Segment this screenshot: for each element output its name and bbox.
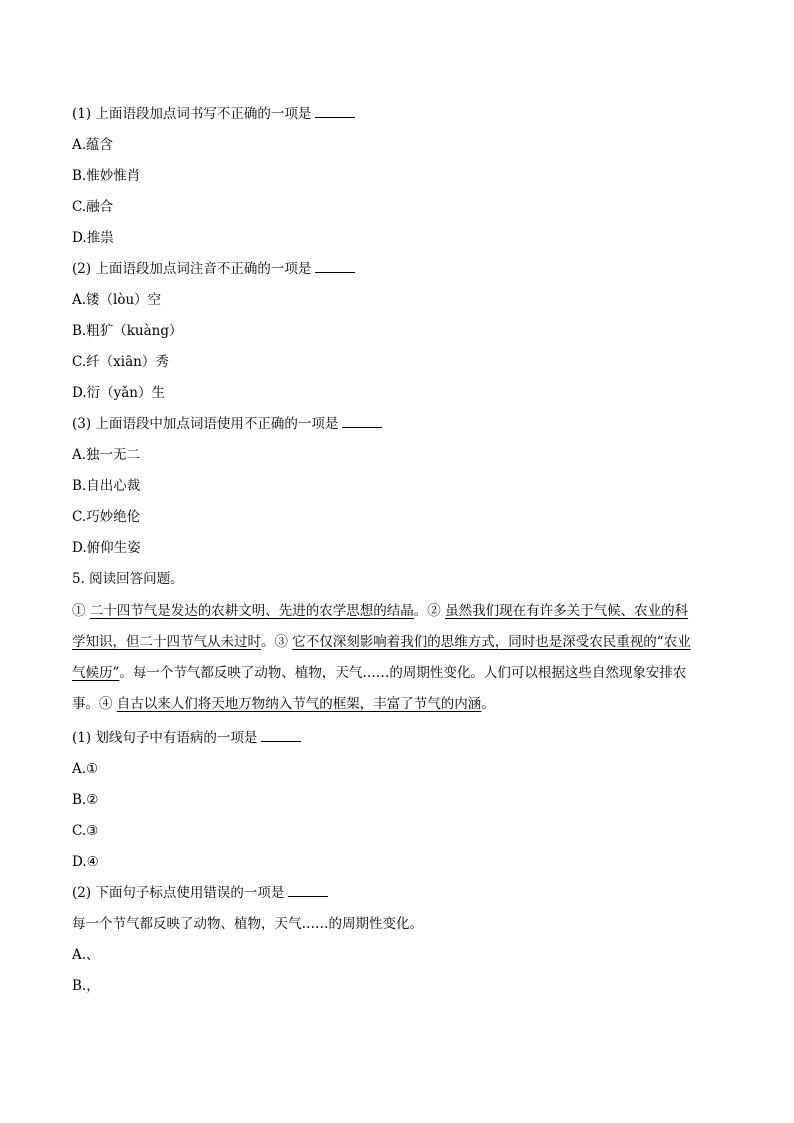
answer-blank[interactable] bbox=[315, 260, 355, 273]
option: C.纤（xiān）秀 bbox=[72, 354, 169, 370]
question-stem: (1) 上面语段加点词书写不正确的一项是 bbox=[72, 104, 722, 124]
question-stem: (2) 上面语段加点词注音不正确的一项是 bbox=[72, 259, 722, 279]
option: B.粗犷（kuàng） bbox=[72, 323, 183, 339]
question-stem: (1) 划线句子中有语病的一项是 bbox=[72, 728, 722, 748]
option: C.巧妙绝伦 bbox=[72, 509, 141, 525]
passage-line: 学知识，但二十四节气从未过时。③ 它不仅深刻影响着我们的思维方式，同时也是深受农民重视的“农业 bbox=[72, 634, 691, 650]
option: D.俯仰生姿 bbox=[72, 540, 141, 556]
option: A.蕴含 bbox=[72, 137, 114, 153]
option: D.推祟 bbox=[72, 230, 114, 246]
passage-line: ① 二十四节气是发达的农耕文明、先进的农学思想的结晶。② 虽然我们现在有许多关于气候、农业的科 bbox=[72, 603, 689, 619]
option: B.惟妙惟肖 bbox=[72, 168, 141, 184]
option: C.融合 bbox=[72, 199, 114, 215]
underlined-sentence: 二十四节气是发达的农耕文明、先进的农学思想的结晶 bbox=[89, 603, 414, 619]
question-heading: 5. 阅读回答问题。 bbox=[72, 571, 184, 587]
answer-blank[interactable] bbox=[342, 415, 382, 428]
underlined-sentence: 学知识，但二十四节气从未过时 bbox=[72, 634, 261, 650]
answer-blank[interactable] bbox=[315, 105, 355, 118]
answer-blank[interactable] bbox=[288, 884, 328, 897]
answer-blank[interactable] bbox=[261, 729, 301, 742]
option: A.独一无二 bbox=[72, 447, 141, 463]
question-stem: (2) 下面句子标点使用错误的一项是 bbox=[72, 883, 722, 903]
underlined-sentence: 自古以来人们将天地万物纳入节气的框架，丰富了节气的内涵 bbox=[116, 696, 482, 712]
option: A.① bbox=[72, 761, 99, 777]
option: A.、 bbox=[72, 947, 100, 963]
option: B.② bbox=[72, 792, 99, 808]
option: D.④ bbox=[72, 854, 99, 870]
question-stem: (3) 上面语段中加点词语使用不正确的一项是 bbox=[72, 414, 722, 434]
option: D.衍（yǎn）生 bbox=[72, 385, 166, 401]
passage-line: 气候历”。每一个节气都反映了动物、植物，天气……的周期性变化。人们可以根据这些自然现象安排农 bbox=[72, 665, 687, 681]
option: B.， bbox=[72, 978, 100, 994]
passage-line: 事。④ 自古以来人们将天地万物纳入节气的框架，丰富了节气的内涵。 bbox=[72, 696, 495, 712]
underlined-sentence: 虽然我们现在有许多关于气候、农业的科 bbox=[445, 603, 689, 619]
underlined-sentence: 它不仅深刻影响着我们的思维方式，同时也是深受农民重视的“农业 bbox=[292, 634, 691, 650]
option: C.③ bbox=[72, 823, 99, 839]
example-sentence: 每一个节气都反映了动物、植物，天气……的周期性变化。 bbox=[72, 916, 423, 932]
option: B.自出心裁 bbox=[72, 478, 141, 494]
option: A.镂（lòu）空 bbox=[72, 292, 162, 308]
underlined-sentence: 气候历” bbox=[72, 665, 120, 681]
